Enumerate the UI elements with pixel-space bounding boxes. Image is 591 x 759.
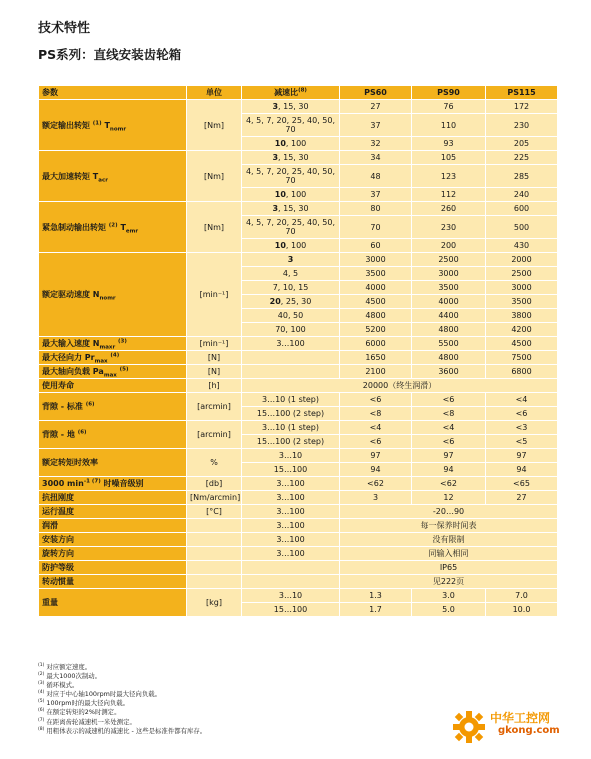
value-cell: 4200 — [486, 323, 558, 337]
value-cell: 430 — [486, 239, 558, 253]
footnote: $^{(4)}$ 对应于中心轴100rpm时最大径向负载。 — [38, 690, 161, 699]
header-row — [39, 86, 558, 100]
value-cell: 37 — [340, 188, 412, 202]
value-cell: 94 — [340, 463, 412, 477]
ratio-cell — [242, 561, 340, 575]
value-cell: 4800 — [340, 309, 412, 323]
value-cell: <62 — [340, 477, 412, 491]
value-cell: 93 — [412, 137, 486, 151]
value-cell: 20000（终生润滑） — [242, 379, 558, 393]
ratio-cell: 3, 15, 30 — [242, 151, 340, 165]
param-cell: 最大输入速度 $N_{maxr}$ $^{(3)}$ — [39, 337, 187, 351]
table-row — [39, 505, 558, 519]
table-row — [39, 151, 558, 165]
param-cell: 使用寿命 — [39, 379, 187, 393]
logo-name: 中华工控网 — [490, 711, 551, 725]
ratio-cell: 70, 100 — [242, 323, 340, 337]
value-cell: 7.0 — [486, 589, 558, 603]
unit-cell: [db] — [187, 477, 242, 491]
unit-cell: [°C] — [187, 505, 242, 519]
param-cell: 额定转矩时效率 — [39, 449, 187, 477]
ratio-cell: 3…100 — [242, 533, 340, 547]
value-cell: 600 — [486, 202, 558, 216]
value-cell: <6 — [340, 435, 412, 449]
ratio-cell: 15…100 — [242, 463, 340, 477]
watermark-logo — [452, 707, 580, 747]
value-cell: 3600 — [412, 365, 486, 379]
ratio-cell: 3…100 — [242, 547, 340, 561]
spec-table-body — [39, 100, 558, 617]
value-cell: 225 — [486, 151, 558, 165]
value-cell: 2000 — [486, 253, 558, 267]
unit-cell: [min⁻¹] — [187, 337, 242, 351]
value-cell: 2500 — [486, 267, 558, 281]
value-cell: 230 — [486, 114, 558, 137]
table-row — [39, 202, 558, 216]
value-cell: 205 — [486, 137, 558, 151]
ratio-cell: 15…100 — [242, 603, 340, 617]
unit-cell: [Nm] — [187, 202, 242, 253]
value-cell: 97 — [340, 449, 412, 463]
table-row — [39, 561, 558, 575]
table-row — [39, 533, 558, 547]
ratio-cell: 40, 50 — [242, 309, 340, 323]
value-cell: <4 — [412, 421, 486, 435]
value-cell: 1650 — [340, 351, 412, 365]
param-cell: 重量 — [39, 589, 187, 617]
ratio-cell: 4, 5, 7, 20, 25, 40, 50, 70 — [242, 165, 340, 188]
value-cell: <6 — [412, 435, 486, 449]
value-cell: 3 — [340, 491, 412, 505]
ratio-cell: 10, 100 — [242, 188, 340, 202]
ratio-cell: 3…100 — [242, 505, 340, 519]
value-cell: 48 — [340, 165, 412, 188]
ratio-cell: 3…10 (1 step) — [242, 421, 340, 435]
header-model-ps115: PS115 — [486, 86, 558, 100]
unit-cell: [h] — [187, 379, 242, 393]
value-cell: <62 — [412, 477, 486, 491]
unit-cell: [Nm] — [187, 100, 242, 151]
value-cell: 60 — [340, 239, 412, 253]
param-cell: 转动惯量 — [39, 575, 187, 589]
value-cell: 94 — [412, 463, 486, 477]
value-cell: 500 — [486, 216, 558, 239]
ratio-cell: 3 — [242, 253, 340, 267]
param-cell: 防护等级 — [39, 561, 187, 575]
table-row — [39, 379, 558, 393]
unit-cell: [arcmin] — [187, 421, 242, 449]
value-cell: <6 — [412, 393, 486, 407]
gear-icon — [452, 710, 486, 744]
ratio-cell: 3…100 — [242, 477, 340, 491]
value-cell: 见222页 — [340, 575, 558, 589]
footnote: $^{(7)}$ 在距离齿轮减速机一米处测定。 — [38, 717, 136, 726]
unit-cell: [min⁻¹] — [187, 253, 242, 337]
value-cell: 5500 — [412, 337, 486, 351]
param-cell: 安装方向 — [39, 533, 187, 547]
unit-cell: [N] — [187, 351, 242, 365]
table-row — [39, 547, 558, 561]
value-cell: 3500 — [486, 295, 558, 309]
value-cell: 6000 — [340, 337, 412, 351]
table-row — [39, 253, 558, 267]
value-cell: 3000 — [486, 281, 558, 295]
value-cell: IP65 — [340, 561, 558, 575]
unit-cell — [187, 519, 242, 533]
unit-cell: [N] — [187, 365, 242, 379]
value-cell: 200 — [412, 239, 486, 253]
ratio-cell: 10, 100 — [242, 239, 340, 253]
value-cell: 80 — [340, 202, 412, 216]
param-cell: 最大径向力 $Pr_{max}$ $^{(4)}$ — [39, 351, 187, 365]
footnote: $^{(5)}$ 100rpm时的最大径向负载。 — [38, 699, 130, 708]
param-cell: 润滑 — [39, 519, 187, 533]
value-cell: <8 — [340, 407, 412, 421]
value-cell: <6 — [486, 407, 558, 421]
table-row — [39, 589, 558, 603]
value-cell: 10.0 — [486, 603, 558, 617]
footnotes — [38, 663, 206, 736]
value-cell: <4 — [486, 393, 558, 407]
ratio-cell: 15…100 (2 step) — [242, 407, 340, 421]
value-cell: 3500 — [412, 281, 486, 295]
value-cell: 97 — [412, 449, 486, 463]
ratio-cell: 4, 5, 7, 20, 25, 40, 50, 70 — [242, 216, 340, 239]
header-unit: 单位 — [187, 86, 242, 100]
unit-cell: % — [187, 449, 242, 477]
ratio-cell: 20, 25, 30 — [242, 295, 340, 309]
footnote: $^{(1)}$ 对应额定速度。 — [38, 662, 92, 671]
value-cell: 4000 — [340, 281, 412, 295]
logo-url: gkong.com — [498, 725, 560, 736]
ratio-cell: 3…10 — [242, 449, 340, 463]
value-cell: <5 — [486, 435, 558, 449]
header-ratio: 减速比$^{(8)}$ — [242, 86, 340, 100]
ratio-cell: 15…100 (2 step) — [242, 435, 340, 449]
unit-cell — [187, 533, 242, 547]
value-cell: <8 — [412, 407, 486, 421]
table-row — [39, 337, 558, 351]
value-cell: 4400 — [412, 309, 486, 323]
value-cell: 2500 — [412, 253, 486, 267]
value-cell: 3000 — [340, 253, 412, 267]
table-row — [39, 421, 558, 435]
param-cell: 3000 $\min^{-1 (7)}$ 时噪音级别 — [39, 477, 187, 491]
value-cell: 12 — [412, 491, 486, 505]
value-cell: 每一保养时间表 — [340, 519, 558, 533]
page-title: 技术特性 — [38, 21, 91, 36]
value-cell: 97 — [486, 449, 558, 463]
param-cell: 背隙 - 标准 $^{(6)}$ — [39, 393, 187, 421]
unit-cell — [187, 547, 242, 561]
ratio-cell: 3…100 — [242, 519, 340, 533]
ratio-cell: 4, 5, 7, 20, 25, 40, 50, 70 — [242, 114, 340, 137]
value-cell: 1.7 — [340, 603, 412, 617]
value-cell: 3.0 — [412, 589, 486, 603]
unit-cell — [187, 575, 242, 589]
value-cell: 94 — [486, 463, 558, 477]
unit-cell — [187, 561, 242, 575]
value-cell: 27 — [486, 491, 558, 505]
value-cell: 5200 — [340, 323, 412, 337]
value-cell: 4800 — [412, 323, 486, 337]
footnote: $^{(2)}$ 最大1000次制动。 — [38, 671, 102, 681]
param-cell: 运行温度 — [39, 505, 187, 519]
footnote: $^{(3)}$ 循环模式。 — [38, 681, 79, 690]
param-cell: 旋转方向 — [39, 547, 187, 561]
value-cell: 3500 — [340, 267, 412, 281]
value-cell: <3 — [486, 421, 558, 435]
page-subtitle: PS系列：直线安装齿轮箱 — [38, 47, 182, 62]
value-cell: 230 — [412, 216, 486, 239]
ratio-cell: 3…100 — [242, 491, 340, 505]
unit-cell: [Nm/arcmin] — [187, 491, 242, 505]
param-cell: 额定输出转矩 $^{(1)}$ $T_{nomr}$ — [39, 100, 187, 151]
value-cell: <65 — [486, 477, 558, 491]
value-cell: 6800 — [486, 365, 558, 379]
table-row — [39, 365, 558, 379]
value-cell: 110 — [412, 114, 486, 137]
value-cell: 172 — [486, 100, 558, 114]
table-row — [39, 100, 558, 114]
value-cell: 34 — [340, 151, 412, 165]
param-cell: 紧急制动输出转矩 $^{(2)}$ $T_{emr}$ — [39, 202, 187, 253]
value-cell: 285 — [486, 165, 558, 188]
ratio-cell: 3…10 (1 step) — [242, 393, 340, 407]
value-cell: 27 — [340, 100, 412, 114]
value-cell: 没有限制 — [340, 533, 558, 547]
value-cell: 1.3 — [340, 589, 412, 603]
ratio-cell: 7, 10, 15 — [242, 281, 340, 295]
unit-cell: [arcmin] — [187, 393, 242, 421]
value-cell: <6 — [340, 393, 412, 407]
value-cell: 4500 — [340, 295, 412, 309]
table-row — [39, 393, 558, 407]
value-cell: 240 — [486, 188, 558, 202]
param-cell: 最大轴向负载 $Pa_{max}$ $^{(5)}$ — [39, 365, 187, 379]
value-cell: 123 — [412, 165, 486, 188]
value-cell: 3000 — [412, 267, 486, 281]
param-cell: 最大加速转矩 $T_{acr}$ — [39, 151, 187, 202]
table-row — [39, 449, 558, 463]
table-row — [39, 351, 558, 365]
ratio-cell: 4, 5 — [242, 267, 340, 281]
header-model-ps60: PS60 — [340, 86, 412, 100]
value-cell: 112 — [412, 188, 486, 202]
value-cell: 37 — [340, 114, 412, 137]
unit-cell: [kg] — [187, 589, 242, 617]
param-cell: 背隙 - 地 $^{(6)}$ — [39, 421, 187, 449]
table-row — [39, 477, 558, 491]
ratio-cell: 3, 15, 30 — [242, 202, 340, 216]
value-cell: 4000 — [412, 295, 486, 309]
ratio-cell — [242, 575, 340, 589]
header-model-ps90: PS90 — [412, 86, 486, 100]
table-row — [39, 491, 558, 505]
table-row — [39, 575, 558, 589]
ratio-cell: 3…100 — [242, 337, 340, 351]
value-cell: 同输入相同 — [340, 547, 558, 561]
ratio-cell: 3, 15, 30 — [242, 100, 340, 114]
param-cell: 额定驱动速度 $N_{nomr}$ — [39, 253, 187, 337]
value-cell: 4500 — [486, 337, 558, 351]
value-cell: 76 — [412, 100, 486, 114]
footnote: $^{(6)}$ 在额定转矩的2%时测定。 — [38, 708, 121, 717]
value-cell: 5.0 — [412, 603, 486, 617]
ratio-cell — [242, 351, 340, 365]
value-cell: -20…90 — [340, 505, 558, 519]
ratio-cell — [242, 365, 340, 379]
value-cell: <4 — [340, 421, 412, 435]
ratio-cell: 10, 100 — [242, 137, 340, 151]
value-cell: 3800 — [486, 309, 558, 323]
value-cell: 4800 — [412, 351, 486, 365]
ratio-cell: 3…10 — [242, 589, 340, 603]
value-cell: 70 — [340, 216, 412, 239]
value-cell: 32 — [340, 137, 412, 151]
table-row — [39, 519, 558, 533]
unit-cell: [Nm] — [187, 151, 242, 202]
value-cell: 105 — [412, 151, 486, 165]
footnote: $^{(8)}$ 用粗体表示的减速机的减速比 - 这些是标准件都有库存。 — [38, 726, 207, 735]
param-cell: 抗扭刚度 — [39, 491, 187, 505]
header-param: 参数 — [39, 86, 187, 100]
value-cell: 7500 — [486, 351, 558, 365]
value-cell: 2100 — [340, 365, 412, 379]
value-cell: 260 — [412, 202, 486, 216]
spec-table — [38, 85, 558, 617]
